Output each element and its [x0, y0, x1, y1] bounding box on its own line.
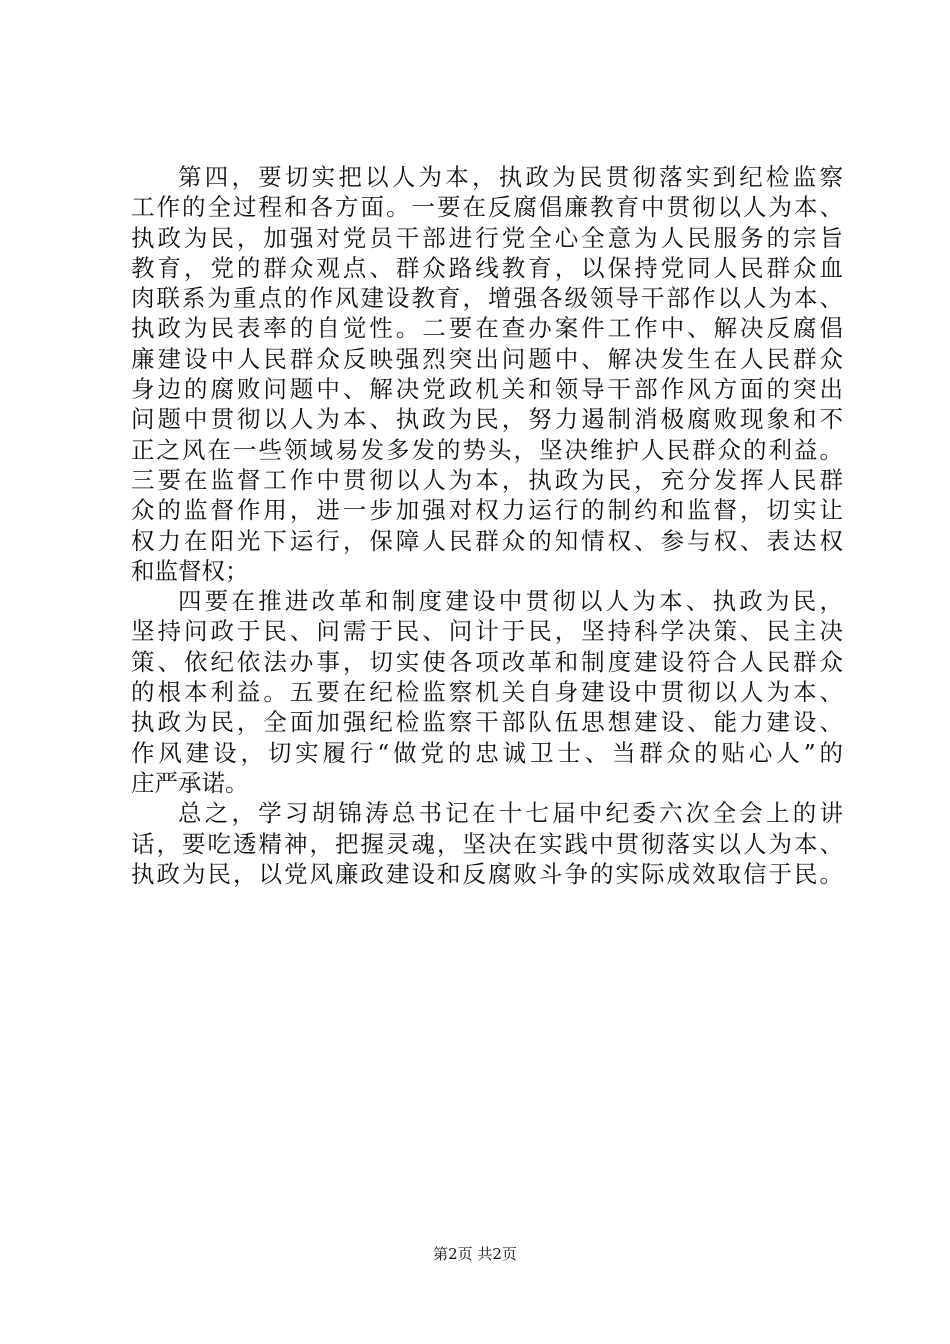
text-line: 作风建设，切实履行“做党的忠诚卫士、当群众的贴心人”的: [131, 738, 843, 767]
text-line: 正之风在一些领域易发多发的势头，坚决维护人民群众的利益。: [131, 435, 843, 464]
text-line: 庄严承诺。: [131, 768, 249, 797]
text-line: 问题中贯彻以人为本、执政为民，努力遏制消极腐败现象和不: [131, 405, 843, 434]
text-line: 总之，学习胡锦涛总书记在十七届中纪委六次全会上的讲: [178, 799, 843, 828]
text-line: 执政为民，加强对党员干部进行党全心全意为人民服务的宗旨: [131, 223, 843, 252]
text-line: 身边的腐败问题中、解决党政机关和领导干部作风方面的突出: [131, 375, 843, 404]
text-line: 坚持问政于民、问需于民、问计于民，坚持科学决策、民主决: [131, 617, 843, 646]
text-line: 廉建设中人民群众反映强烈突出问题中、解决发生在人民群众: [131, 344, 843, 373]
text-line: 执政为民，全面加强纪检监察干部队伍思想建设、能力建设、: [131, 708, 843, 737]
text-line: 权力在阳光下运行，保障人民群众的知情权、参与权、表达权: [131, 526, 843, 555]
text-line: 第四，要切实把以人为本，执政为民贯彻落实到纪检监察: [178, 163, 843, 191]
text-line: 工作的全过程和各方面。一要在反腐倡廉教育中贯彻以人为本、: [131, 193, 843, 222]
page-number-label: 第2页 共2页: [433, 1245, 517, 1263]
text-line: 和监督权；: [131, 556, 249, 585]
text-line: 四要在推进改革和制度建设中贯彻以人为本、执政为民，: [178, 587, 843, 616]
text-line: 三要在监督工作中贯彻以人为本，执政为民，充分发挥人民群: [131, 465, 843, 494]
text-line: 肉联系为重点的作风建设教育，增强各级领导干部作以人为本、: [131, 284, 843, 313]
text-line: 众的监督作用，进一步加强对权力运行的制约和监督，切实让: [131, 496, 843, 525]
page-footer: [0, 1244, 950, 1264]
text-line: 执政为民，以党风廉政建设和反腐败斗争的实际成效取信于民。: [131, 859, 843, 888]
text-line: 教育，党的群众观点、群众路线教育，以保持党同人民群众血: [131, 253, 843, 282]
text-line: 执政为民表率的自觉性。二要在查办案件工作中、解决反腐倡: [131, 314, 843, 343]
text-line: 话，要吃透精神，把握灵魂，坚决在实践中贯彻落实以人为本、: [131, 829, 843, 858]
text-line: 的根本利益。五要在纪检监察机关自身建设中贯彻以人为本、: [131, 678, 843, 707]
text-line: 策、依纪依法办事，切实使各项改革和制度建设符合人民群众: [131, 647, 843, 676]
document-body: [131, 162, 843, 889]
